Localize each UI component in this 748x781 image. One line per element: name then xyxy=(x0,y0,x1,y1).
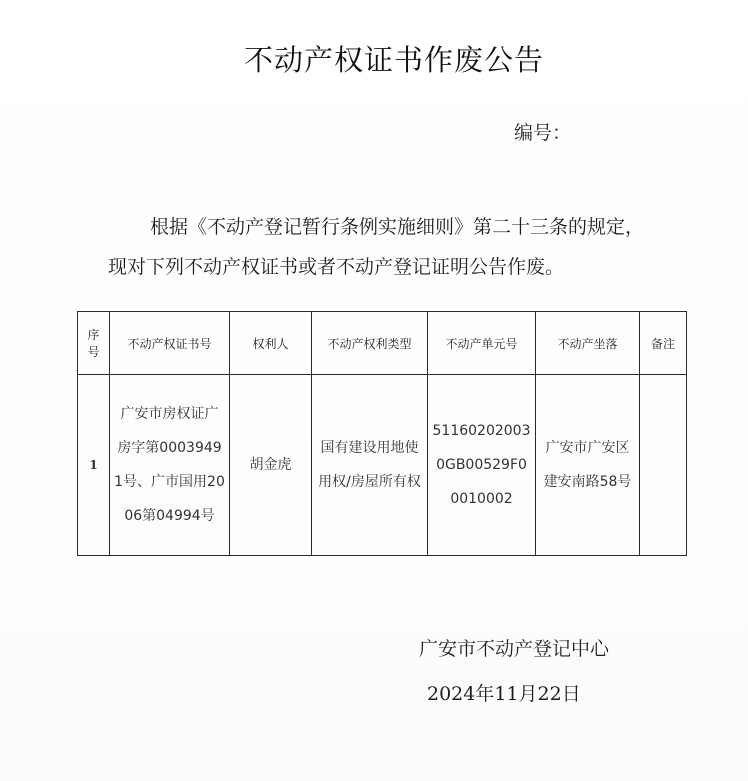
table-header-row xyxy=(78,312,687,375)
cell-unit-no: 511602020030GB00529F00010002 xyxy=(428,375,536,556)
document-number-label: 编号： xyxy=(514,122,572,144)
header-owner: 权利人 xyxy=(230,312,312,375)
header-unit-no: 不动产单元号 xyxy=(428,312,536,375)
cell-seq: 1 xyxy=(78,375,110,556)
issuing-organization: 广安市不动产登记中心 xyxy=(419,638,610,660)
announcement-paragraph xyxy=(108,207,688,287)
cell-remark xyxy=(640,375,687,556)
issue-date: 2024年11月22日 xyxy=(427,683,581,705)
paragraph-line-2: 现对下列不动产权证书或者不动产登记证明公告作废。 xyxy=(108,256,565,278)
cell-location: 广安市广安区建安南路58号 xyxy=(536,375,640,556)
cell-right-type: 国有建设用地使用权/房屋所有权 xyxy=(312,375,428,556)
header-cert-no: 不动产权证书号 xyxy=(110,312,230,375)
paragraph-line-1: 根据《不动产登记暂行条例实施细则》第二十三条的规定， xyxy=(150,216,645,238)
header-remark: 备注 xyxy=(640,312,687,375)
header-location: 不动产坐落 xyxy=(536,312,640,375)
cell-cert-no: 广安市房权证广房字第00039491号、广市国用2006第04994号 xyxy=(110,375,230,556)
table-row xyxy=(78,375,687,556)
page-title: 不动产权证书作废公告 xyxy=(243,43,544,77)
certificate-table xyxy=(77,311,687,556)
cell-owner: 胡金虎 xyxy=(230,375,312,556)
header-seq: 序号 xyxy=(78,312,110,375)
header-right-type: 不动产权利类型 xyxy=(312,312,428,375)
